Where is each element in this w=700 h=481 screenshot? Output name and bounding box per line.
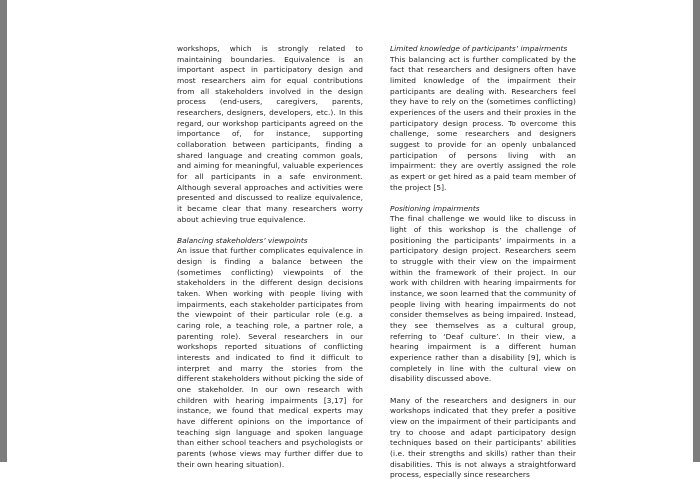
spacer — [177, 225, 363, 236]
page-left-edge-bar — [0, 0, 7, 462]
right-subheading-limited-knowledge: Limited knowledge of participants’ impairments — [390, 44, 568, 53]
page-right-edge-bar — [693, 0, 700, 462]
spacer — [390, 193, 576, 204]
left-subheading-balancing-stakeholders: Balancing stakeholders’ viewpoints — [177, 235, 308, 245]
right-paragraph-1: This balancing act is further complicated by the fact that researchers and designers often have limited knowledge of the impairment their participants are dealing with. Researchers feel they have to rely on the (sometimes conflicting) experiences of the users and their proxies in the participatory design process. To overcome this challenge, some researchers and designers suggest to provide for an openly unbalanced participation of persons living with an impairment: they are overtly assigned the role as expert or get hired as a paid team member of the project [5]. — [390, 54, 576, 192]
right-subheading-positioning-impairments: Positioning impairments — [390, 203, 480, 213]
right-paragraph-2: The final challenge we would like to discuss in light of this workshop is the challenge of positioning the participants’ impairments in a participatory design project. Researchers seem to struggle with their view on the impairment within the framework of their project. In our work with children with hearing impairments for instance, we soon learned that the community of people living with hearing impairments do not consider themselves as being impaired. Instead, they see themselves as a cultural group, referring to ‘Deaf culture’. In their view, a hearing impairment is a different human experience rather than a disability [9], which is completely in line with the cultural view on disability discussed above. — [390, 214, 576, 384]
right-column — [390, 44, 576, 480]
left-paragraph-1: workshops, which is strongly related to maintaining boundaries. Equivalence is an important aspect in participatory design and most researchers aim for equal contributions from all stakeholders involved in the design process (end-users, caregivers, parents, researchers, designers, developers, etc.). In this regard, our workshop participants agreed on the importance of, for instance, supporting collaboration between participants, finding a shared language and creating common goals, and aiming for meaningful, valuable experiences for all participants in a safe environment. Although several approaches and activities were presented and discussed to realize equivalence, it became clear that many researchers worry about achieving true equivalence. — [177, 44, 363, 224]
left-column — [177, 44, 363, 469]
two-column-text-body — [177, 44, 635, 480]
right-paragraph-3: Many of the researchers and designers in our workshops indicated that they prefer a positive view on the impairment of their participants and try to choose and adapt participatory design techniques based on their participants’ abilities (i.e. their strengths and skills) rather than their disabilities. This is not always a straightforward process, especially since researchers — [390, 395, 576, 480]
left-paragraph-2: An issue that further complicates equivalence in design is finding a balance between the (sometimes conflicting) viewpoints of the stakeholders in the different design decisions taken. When working with people living with impairments, each stakeholder participates from the viewpoint of their particular role (e.g. a caring role, a teaching role, a partner role, a parenting role). Several researchers in our workshops reported situations of conflicting interests and indicated to find it difficult to interpret and marry the stories from the different stakeholders without picking the side of one stakeholder. In our own research with children with hearing impairments [3,17] for instance, we found that medical experts may have different opinions on the importance of teaching sign language and spoken language than either school teachers and psychologists or parents (whose views may further differ due to their own hearing situation). — [177, 246, 363, 469]
spacer — [390, 385, 576, 396]
